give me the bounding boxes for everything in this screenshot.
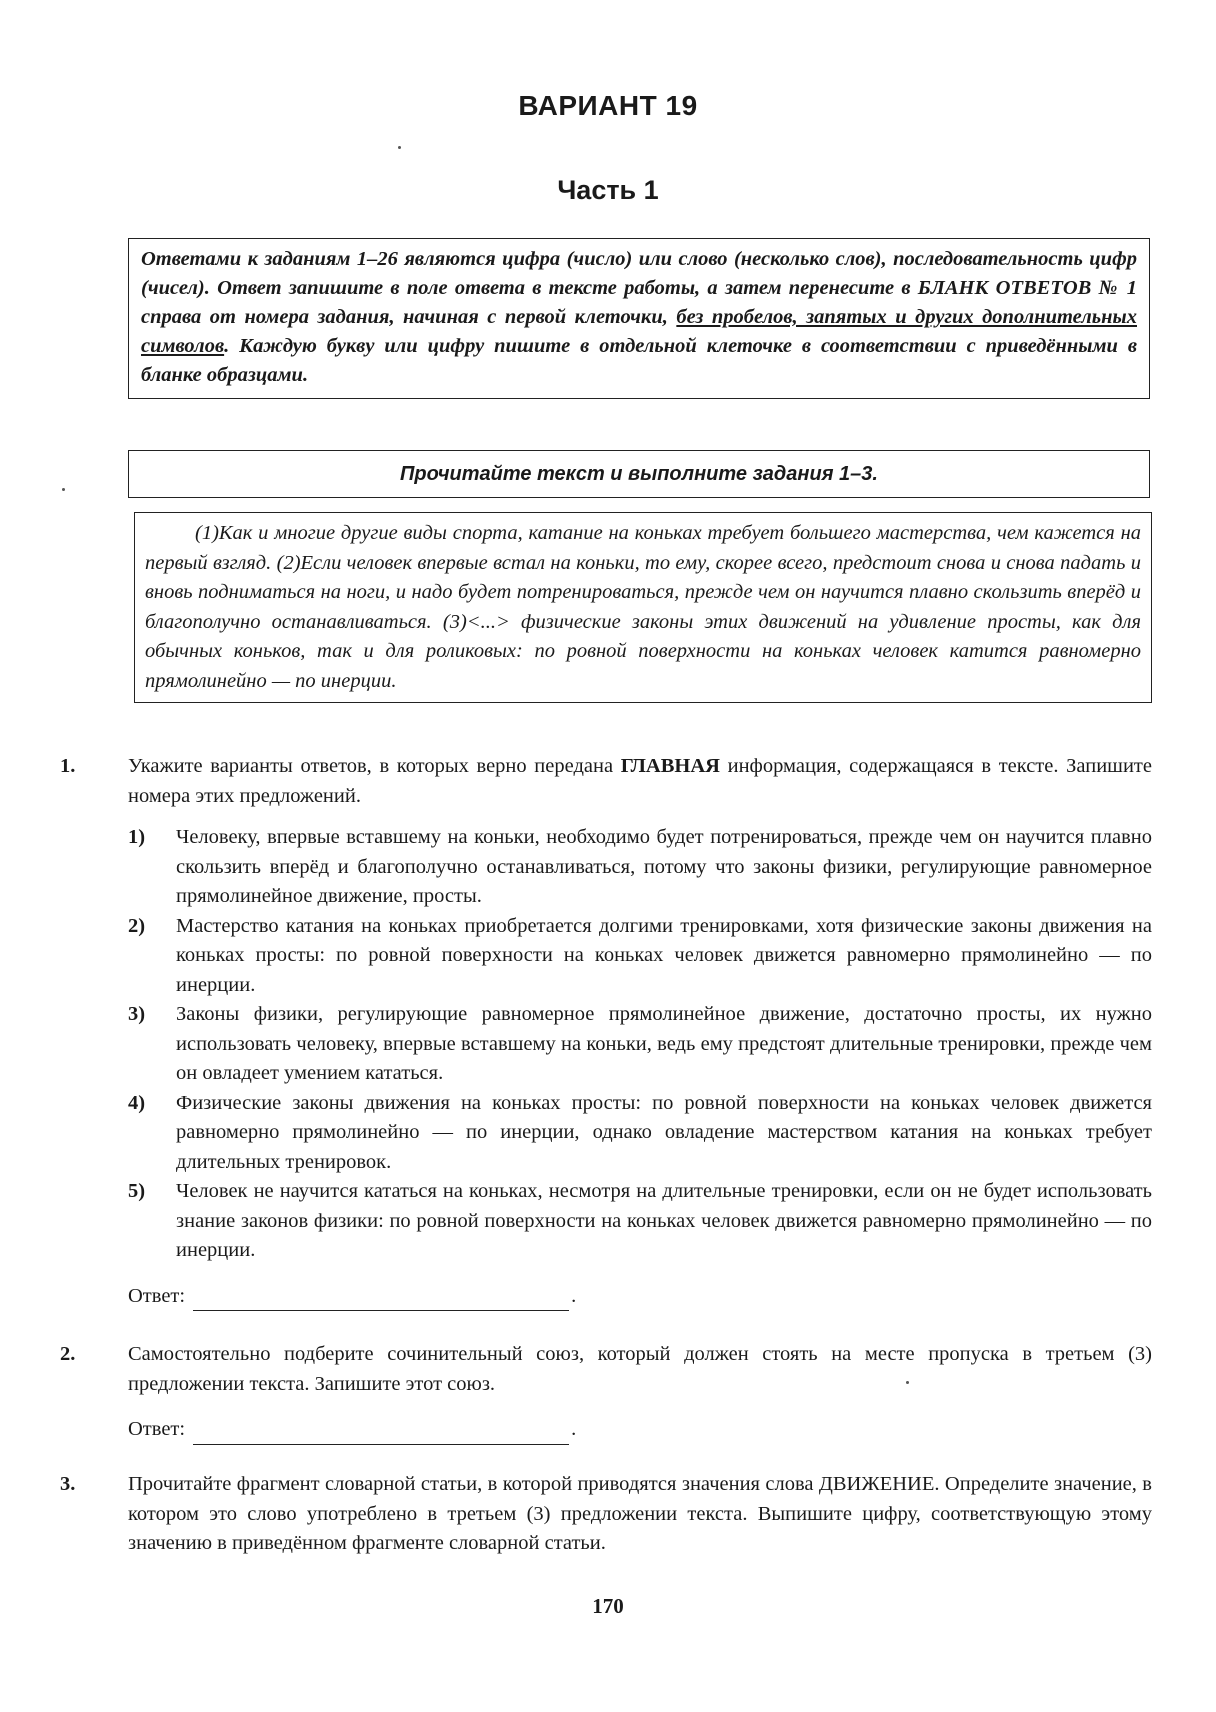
- task-number: 1.: [60, 755, 76, 777]
- task-number: 2.: [60, 1343, 76, 1365]
- task-question: Прочитайте фрагмент словарной статьи, в которой приводятся значения слова ДВИЖЕНИЕ. Определите значение, в котором это слово употреблено в третьем (3) предложении текста. Выпишите цифру, соответствующую этому значению в приведённом фрагменте словарной статьи.: [128, 1473, 1152, 1554]
- task-3: [60, 1470, 1152, 1559]
- answer-row: [128, 1415, 1152, 1445]
- instructions-text-end: . Каждую букву или цифру пишите в отдельной клеточке в соответствии с приведёнными в бланке образцами.: [141, 335, 1137, 386]
- part-title: Часть 1: [557, 175, 659, 205]
- answer-option: [128, 1089, 1152, 1178]
- answer-row: [128, 1282, 1152, 1312]
- answer-end: .: [571, 1418, 577, 1440]
- option-text: Законы физики, регулирующие равномерное прямолинейное движение, достаточно просты, их нужно использовать человеку, впервые вставшему на коньки, ведь ему предстоят длительные тренировки, прежде чем он овладеет умением кататься.: [176, 1003, 1152, 1084]
- answer-label: Ответ:: [128, 1284, 186, 1307]
- instructions-box: [128, 238, 1150, 399]
- option-number: 4): [128, 1091, 146, 1114]
- answer-field[interactable]: [193, 1422, 569, 1445]
- variant-title: ВАРИАНТ 19: [518, 90, 698, 121]
- answer-end: .: [571, 1284, 577, 1307]
- answer-option: [128, 912, 1152, 1001]
- read-text-label: Прочитайте текст и выполните задания 1–3.: [400, 462, 878, 485]
- option-number: 3): [128, 1003, 146, 1025]
- option-number: 5): [128, 1180, 146, 1202]
- read-text-heading: [128, 450, 1150, 498]
- answer-options: [128, 823, 1152, 1266]
- scan-speck: [906, 1381, 909, 1384]
- option-text: Мастерство катания на коньках приобретается долгими тренировками, хотя физические законы движения на коньках просты: по ровной поверхности на коньках человек движется равномерно прямолинейно — по инерции.: [176, 914, 1152, 996]
- answer-option: [128, 1177, 1152, 1266]
- instructions-underlined: без пробелов, запятых и других дополнительных символов: [141, 306, 1137, 357]
- task-question: Самостоятельно подберите сочинительный союз, который должен стоять на месте пропуска в третьем (3) предложении текста. Запишите этот союз.: [128, 1343, 1152, 1395]
- task-text: Укажите варианты ответов, в которых верно передана: [128, 755, 621, 777]
- task-1: [60, 752, 1152, 1311]
- answer-label: Ответ:: [128, 1418, 186, 1440]
- task-text-bold: ГЛАВНАЯ: [620, 755, 720, 777]
- answer-field[interactable]: [193, 1288, 569, 1311]
- page-number: 170: [592, 1594, 624, 1618]
- option-number: 1): [128, 826, 146, 848]
- source-text-box: (1)Как и многие другие виды спорта, катание на коньках требует большего мастерства, чем кажется на первый взгляд. (2)Если человек впервые встал на коньки, то ему, скорее всего, предстоит снова и снова падать и вновь подниматься на ноги, и надо будет потренироваться, прежде чем он научится плавно скользить вперёд и благополучно останавливаться. (3)<...> физические законы этих движений на удивление просты, как для обычных коньков, так и для роликовых: по ровной поверхности на коньках человек катится равномерно прямолинейно — по инерции.: [134, 512, 1152, 703]
- task-question: [128, 752, 1152, 811]
- option-text: Человеку, впервые вставшему на коньки, необходимо будет потренироваться, прежде чем он научится плавно скользить вперёд и благополучно останавливаться, потому что законы физики, регулирующие равномерное прямолинейное движение, просты.: [176, 826, 1152, 907]
- task-2: [60, 1340, 1152, 1445]
- answer-option: [128, 1000, 1152, 1089]
- option-number: 2): [128, 914, 146, 937]
- scan-speck: [398, 146, 401, 149]
- instructions-text: Ответами к заданиям 1–26 являются цифра (число) или слово (несколько слов), последовательность цифр (чисел). Ответ запишите в поле ответа в тексте работы, а затем перенесите в БЛАНК ОТВЕТОВ № 1 справа от номера задания, начиная с первой клеточки,: [141, 248, 1137, 328]
- option-text: Человек не научится кататься на коньках, несмотря на длительные тренировки, если он не будет использовать знание законов физики: по ровной поверхности на коньках человек движется равномерно прямолинейно — по инерции.: [176, 1180, 1152, 1261]
- scan-speck: [62, 488, 65, 491]
- option-text: Физические законы движения на коньках просты: по ровной поверхности на коньках человек движется равномерно прямолинейно — по инерции, однако овладение мастерством катания на коньках требует длительных тренировок.: [176, 1091, 1152, 1173]
- task-text: информация, содержащаяся в тексте. Запишите номера этих предложений.: [128, 755, 1152, 807]
- answer-option: [128, 823, 1152, 912]
- task-number: 3.: [60, 1473, 76, 1495]
